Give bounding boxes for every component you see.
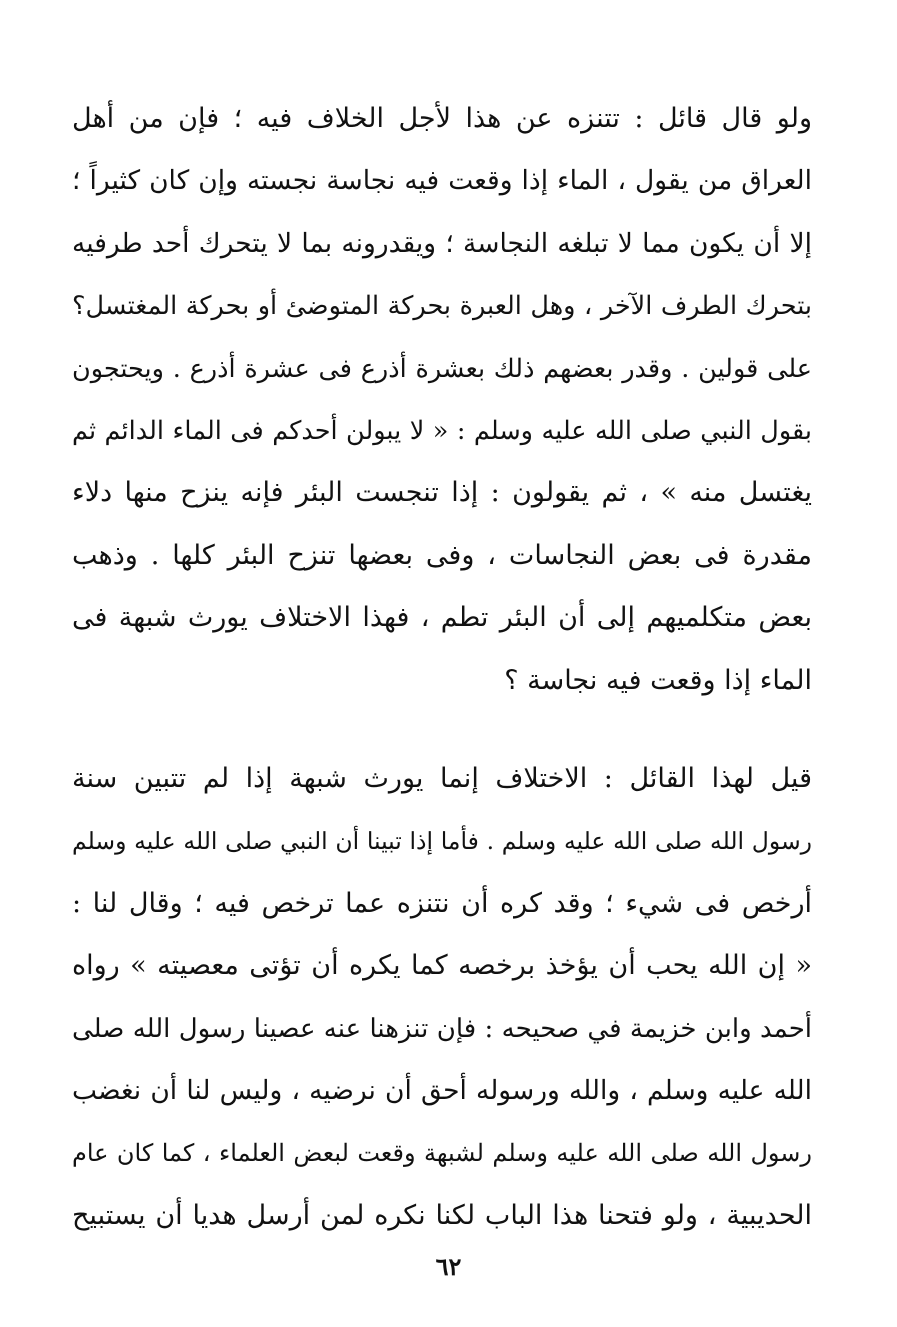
text-line: إلا أن يكون مما لا تبلغه النجاسة ؛ ويقدرونه بما لا يتحرك أحد طرفيه: [72, 227, 812, 259]
text-line: الله عليه وسلم ، والله ورسوله أحق أن نرضيه ، وليس لنا أن نغضب: [72, 1074, 812, 1106]
text-line: بتحرك الطرف الآخر ، وهل العبرة بحركة المتوضئ أو بحركة المغتسل؟: [72, 291, 812, 322]
text-line: قيل لهذا القائل : الاختلاف إنما يورث شبهة إذا لم تتبين سنة: [72, 763, 812, 794]
text-line: أرخص فى شيء ؛ وقد كره أن نتنزه عما ترخص فيه ؛ وقال لنا :: [72, 887, 812, 919]
text-line: رسول الله صلى الله عليه وسلم . فأما إذا تبينا أن النبي صلى الله عليه وسلم: [72, 827, 812, 856]
text-line: الماء إذا وقعت فيه نجاسة ؟: [504, 664, 812, 696]
text-line: « إن الله يحب أن يؤخذ برخصه كما يكره أن تؤتى معصيته » رواه: [72, 950, 812, 982]
text-line: العراق من يقول ، الماء إذا وقعت فيه نجاسة نجسته وإن كان كثيراً ؛: [72, 165, 812, 197]
text-line: يغتسل منه » ، ثم يقولون : إذا تنجست البئر فإنه ينزح منها دلاء: [72, 477, 812, 509]
text-line: رسول الله صلى الله عليه وسلم لشبهة وقعت لبعض العلماء ، كما كان عام: [72, 1139, 812, 1168]
text-line: على قولين . وقدر بعضهم ذلك بعشرة أذرع فى عشرة أذرع . ويحتجون: [72, 353, 812, 384]
paragraph-1: [72, 88, 812, 712]
paragraph-2: [72, 748, 812, 1247]
text-line: بعض متكلميهم إلى أن البئر تطم ، فهذا الاختلاف يورث شبهة فى: [72, 602, 812, 634]
text-line: الحديبية ، ولو فتحنا هذا الباب لكنا نكره لمن أرسل هديا أن يستبيح: [72, 1199, 812, 1231]
text-line: مقدرة فى بعض النجاسات ، وفى بعضها تنزح البئر كلها . وذهب: [72, 539, 812, 571]
text-line: ولو قال قائل : تتنزه عن هذا لأجل الخلاف فيه ؛ فإن من أهل: [72, 103, 812, 134]
text-line: بقول النبي صلى الله عليه وسلم : « لا يبولن أحدكم فى الماء الدائم ثم: [72, 415, 812, 446]
page-number: ٦٢: [435, 1252, 462, 1281]
text-line: أحمد وابن خزيمة في صحيحه : فإن تنزهنا عنه عصينا رسول الله صلى: [72, 1013, 812, 1044]
